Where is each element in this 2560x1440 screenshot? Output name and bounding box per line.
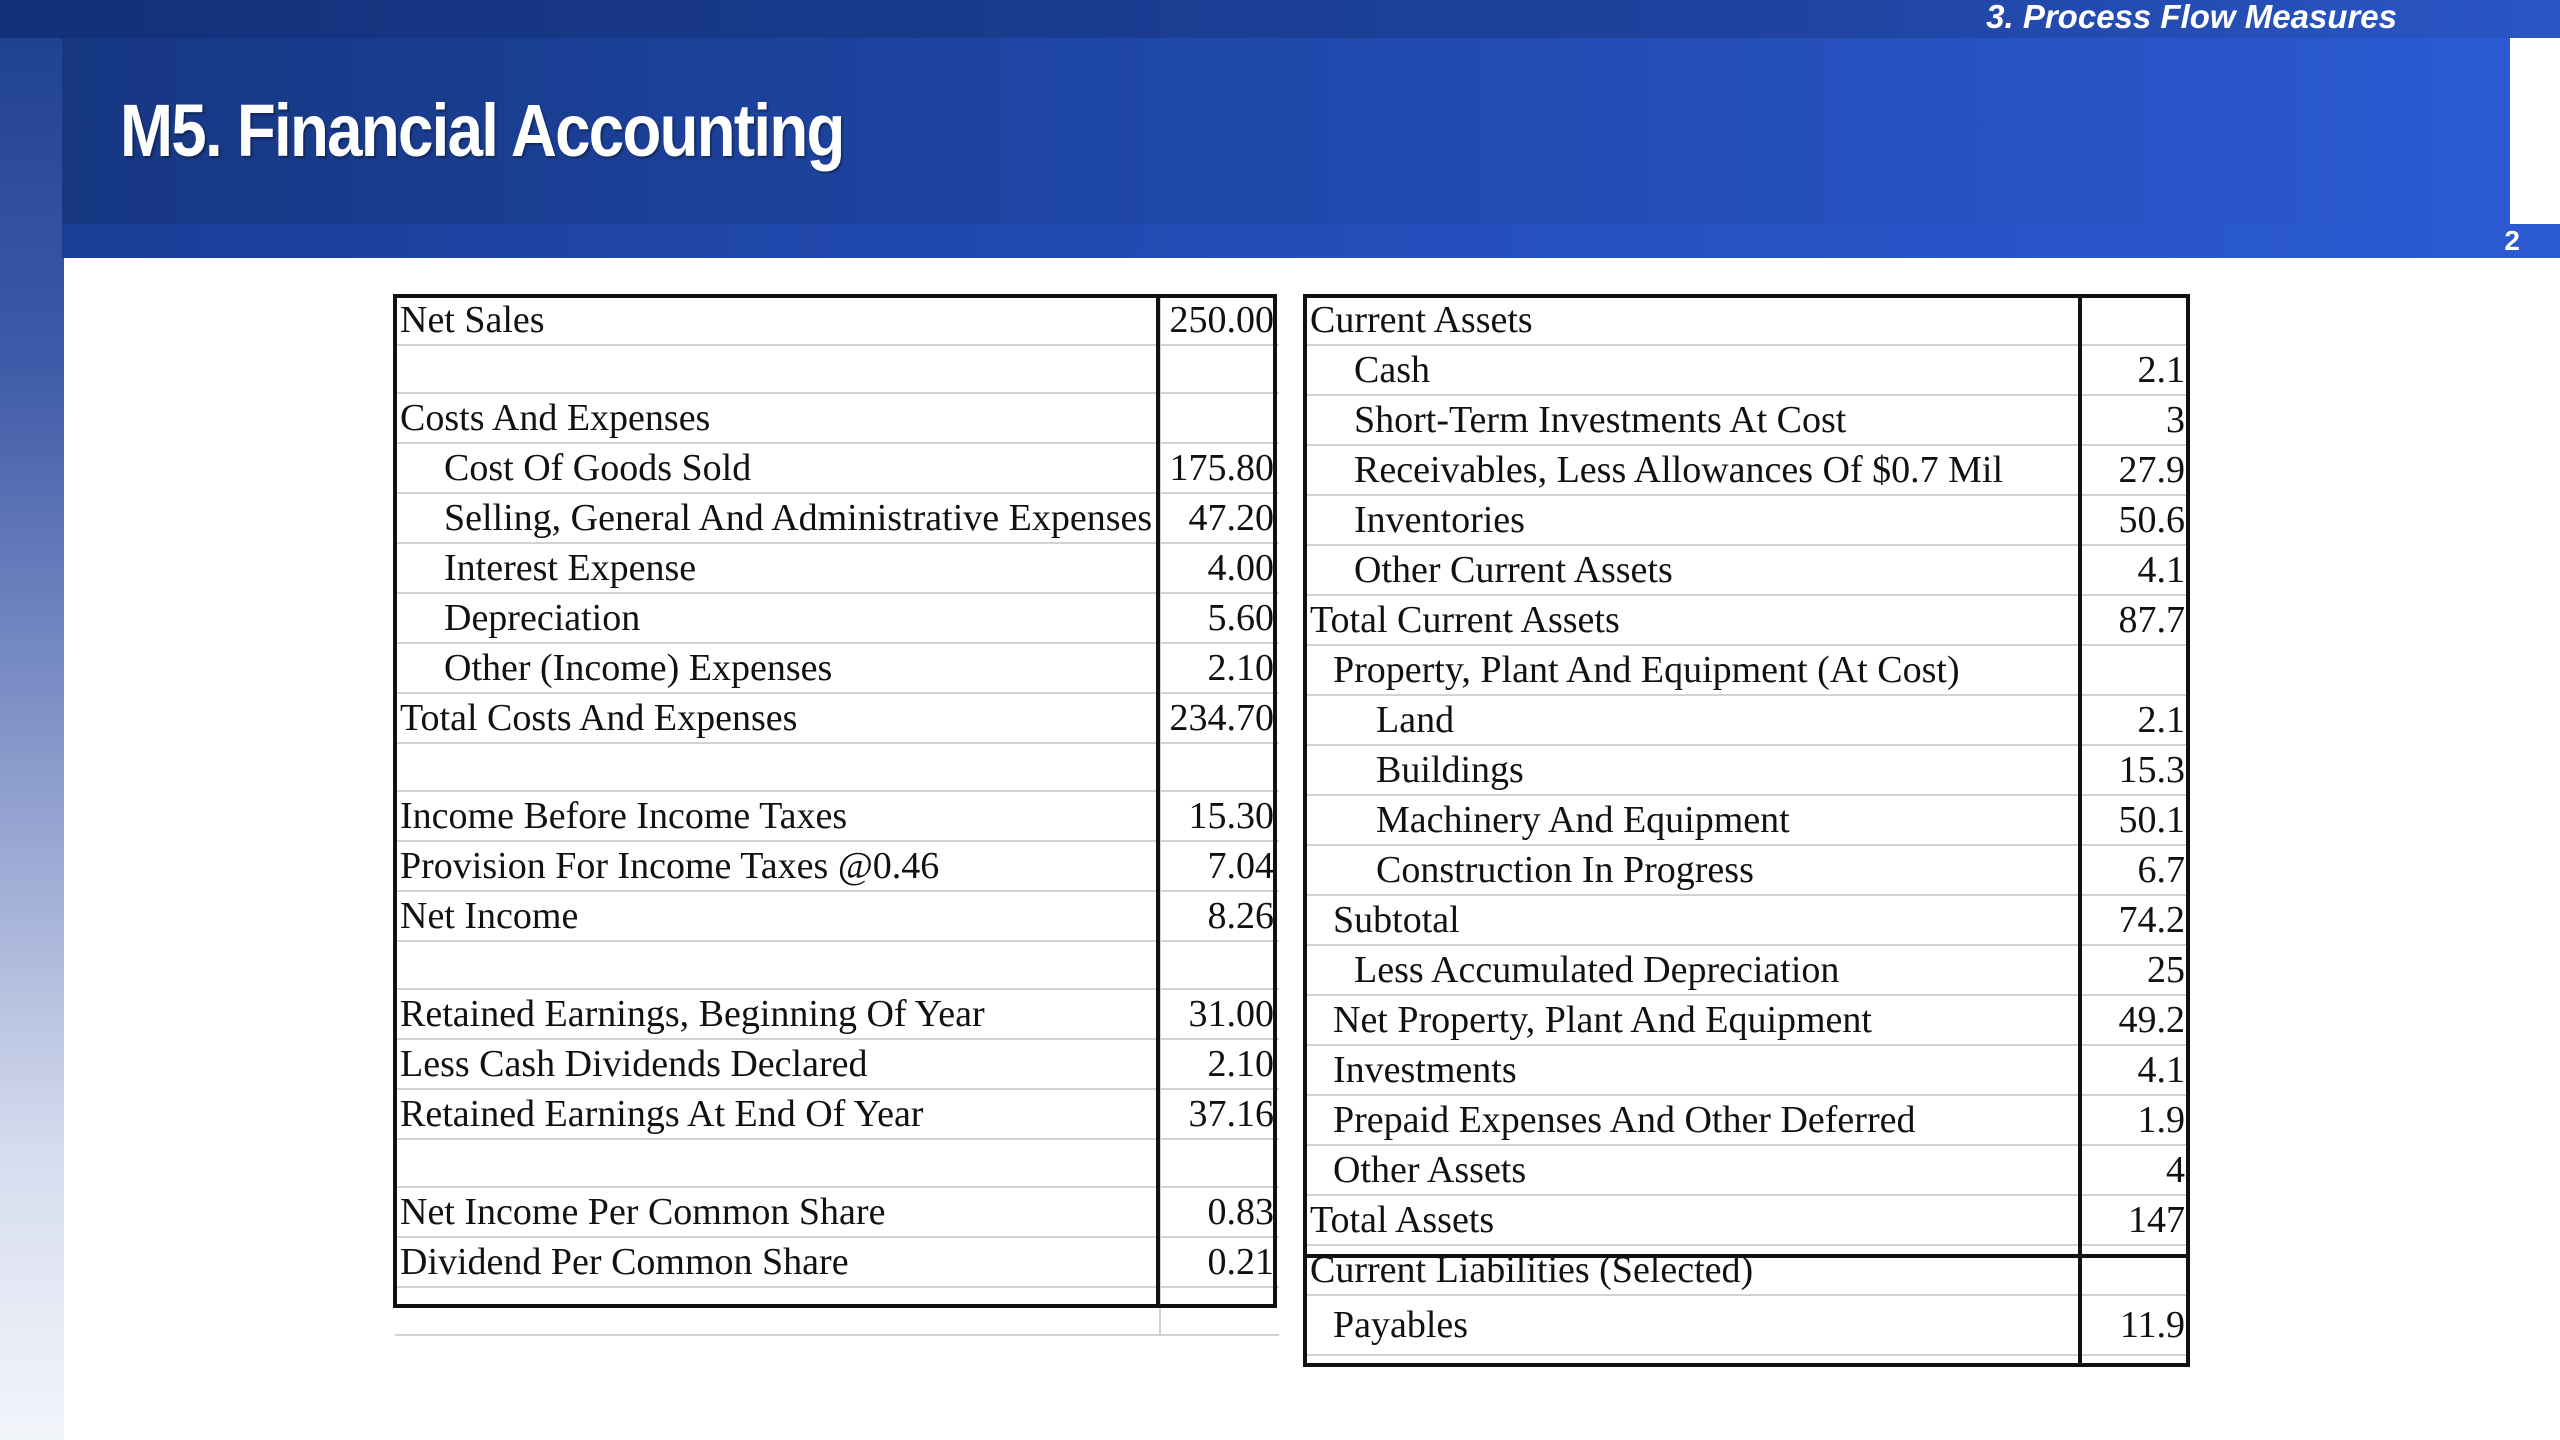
income-row	[395, 743, 1279, 791]
income-row-label	[395, 743, 1160, 791]
income-row-value: 250.00	[1160, 296, 1279, 345]
income-row-label: Net Sales	[395, 296, 1160, 345]
income-row	[395, 1039, 1279, 1089]
balance-row	[1305, 895, 2190, 945]
balance-row	[1305, 995, 2190, 1045]
income-row-value: 37.16	[1160, 1089, 1279, 1139]
balance-row-label: Less Accumulated Depreciation	[1305, 945, 2081, 995]
balance-row-label: Other Assets	[1305, 1145, 2081, 1195]
balance-row	[1305, 345, 2190, 395]
income-row	[395, 543, 1279, 593]
right-top-fill	[2510, 38, 2560, 224]
balance-row-value: 49.2	[2081, 995, 2190, 1045]
income-row	[395, 841, 1279, 891]
balance-row	[1305, 845, 2190, 895]
balance-row	[1305, 695, 2190, 745]
balance-row-label: Land	[1305, 695, 2081, 745]
balance-row-label: Prepaid Expenses And Other Deferred	[1305, 1095, 2081, 1145]
income-row	[395, 989, 1279, 1039]
balance-row-label: Buildings	[1305, 745, 2081, 795]
balance-row	[1305, 745, 2190, 795]
income-row-label: Retained Earnings At End Of Year	[395, 1089, 1160, 1139]
balance-row-label: Cash	[1305, 345, 2081, 395]
top-band	[0, 0, 2560, 38]
balance-row	[1305, 595, 2190, 645]
income-row-value: 0.83	[1160, 1187, 1279, 1237]
balance-row-label: Inventories	[1305, 495, 2081, 545]
balance-row	[1305, 495, 2190, 545]
income-row	[395, 643, 1279, 693]
income-row-label: Costs And Expenses	[395, 393, 1160, 443]
income-row	[395, 296, 1279, 345]
balance-row	[1305, 1145, 2190, 1195]
balance-row-value: 1.9	[2081, 1095, 2190, 1145]
balance-row-value	[2081, 1245, 2190, 1295]
income-row	[395, 1139, 1279, 1187]
balance-row-value: 6.7	[2081, 845, 2190, 895]
income-row	[395, 791, 1279, 841]
balance-row	[1305, 795, 2190, 845]
balance-row	[1305, 1195, 2190, 1245]
income-row	[395, 443, 1279, 493]
income-row	[395, 941, 1279, 989]
income-row-label: Interest Expense	[395, 543, 1160, 593]
income-row-label	[395, 1139, 1160, 1187]
income-row	[395, 493, 1279, 543]
balance-row	[1305, 1095, 2190, 1145]
income-row-value: 2.10	[1160, 1039, 1279, 1089]
balance-row-value	[2081, 296, 2190, 345]
income-row-value	[1160, 345, 1279, 393]
section-label: 3. Process Flow Measures	[1986, 0, 2397, 35]
income-row-label: Net Income Per Common Share	[395, 1187, 1160, 1237]
income-row	[395, 693, 1279, 743]
income-row	[395, 1237, 1279, 1287]
balance-row-label: Total Current Assets	[1305, 595, 2081, 645]
left-gradient-strip	[0, 0, 64, 1440]
balance-row-value: 87.7	[2081, 595, 2190, 645]
slide-title: M5. Financial Accounting	[120, 89, 844, 172]
balance-row	[1305, 1295, 2190, 1355]
balance-row	[1305, 1245, 2190, 1295]
balance-row-value: 4.1	[2081, 1045, 2190, 1095]
balance-row-value: 4.1	[2081, 545, 2190, 595]
balance-row-value: 11.9	[2081, 1295, 2190, 1355]
income-row-label: Other (Income) Expenses	[395, 643, 1160, 693]
income-row-label: Total Costs And Expenses	[395, 693, 1160, 743]
income-row-value: 5.60	[1160, 593, 1279, 643]
income-row-value: 15.30	[1160, 791, 1279, 841]
balance-row-label: Property, Plant And Equipment (At Cost)	[1305, 645, 2081, 695]
income-row-label: Cost Of Goods Sold	[395, 443, 1160, 493]
income-statement-table	[395, 296, 1279, 1336]
income-row-label: Net Income	[395, 891, 1160, 941]
income-row	[395, 891, 1279, 941]
balance-row-value: 3	[2081, 395, 2190, 445]
balance-row-value: 15.3	[2081, 745, 2190, 795]
balance-row-label: Net Property, Plant And Equipment	[1305, 995, 2081, 1045]
income-row	[395, 1187, 1279, 1237]
income-row-value: 31.00	[1160, 989, 1279, 1039]
balance-row-value: 147	[2081, 1195, 2190, 1245]
balance-row-label: Total Assets	[1305, 1195, 2081, 1245]
balance-row-label: Current Assets	[1305, 296, 2081, 345]
balance-row	[1305, 1045, 2190, 1095]
income-row-label: Depreciation	[395, 593, 1160, 643]
balance-row-label: Payables	[1305, 1295, 2081, 1355]
income-row-value: 2.10	[1160, 643, 1279, 693]
income-row-value	[1160, 1139, 1279, 1187]
balance-row	[1305, 395, 2190, 445]
income-row-value	[1160, 393, 1279, 443]
balance-row-value: 2.1	[2081, 345, 2190, 395]
balance-row	[1305, 945, 2190, 995]
balance-row-value: 27.9	[2081, 445, 2190, 495]
page-number: 2	[2504, 225, 2520, 256]
balance-row-label: Receivables, Less Allowances Of $0.7 Mil	[1305, 445, 2081, 495]
income-row	[395, 1089, 1279, 1139]
balance-row-label: Investments	[1305, 1045, 2081, 1095]
income-row	[395, 393, 1279, 443]
income-row-label	[395, 941, 1160, 989]
income-row-value: 47.20	[1160, 493, 1279, 543]
income-row-label	[395, 345, 1160, 393]
balance-row-label: Machinery And Equipment	[1305, 795, 2081, 845]
income-row-value: 234.70	[1160, 693, 1279, 743]
income-row	[395, 345, 1279, 393]
income-row-label: Retained Earnings, Beginning Of Year	[395, 989, 1160, 1039]
income-row	[395, 593, 1279, 643]
balance-row	[1305, 545, 2190, 595]
balance-row-value: 25	[2081, 945, 2190, 995]
balance-row-value: 50.6	[2081, 495, 2190, 545]
balance-row-label: Other Current Assets	[1305, 545, 2081, 595]
balance-row-value: 50.1	[2081, 795, 2190, 845]
balance-row-label: Subtotal	[1305, 895, 2081, 945]
income-row-label: Selling, General And Administrative Expenses	[395, 493, 1160, 543]
income-row-label	[395, 1287, 1160, 1335]
income-row-value: 8.26	[1160, 891, 1279, 941]
balance-row-value	[2081, 645, 2190, 695]
income-row	[395, 1287, 1279, 1335]
income-row-label: Income Before Income Taxes	[395, 791, 1160, 841]
income-row-value: 0.21	[1160, 1237, 1279, 1287]
balance-row-label: Construction In Progress	[1305, 845, 2081, 895]
income-row-label: Dividend Per Common Share	[395, 1237, 1160, 1287]
income-row-value: 4.00	[1160, 543, 1279, 593]
balance-row-value: 2.1	[2081, 695, 2190, 745]
income-row-label: Provision For Income Taxes @0.46	[395, 841, 1160, 891]
balance-row	[1305, 296, 2190, 345]
balance-row-label: Current Liabilities (Selected)	[1305, 1245, 2081, 1295]
income-row-label: Less Cash Dividends Declared	[395, 1039, 1160, 1089]
balance-row-value: 74.2	[2081, 895, 2190, 945]
balance-row-value: 4	[2081, 1145, 2190, 1195]
income-row-value: 175.80	[1160, 443, 1279, 493]
balance-sheet-table	[1305, 296, 2190, 1356]
header-strip	[62, 224, 2560, 258]
income-row-value	[1160, 941, 1279, 989]
balance-row	[1305, 645, 2190, 695]
balance-row-label: Short-Term Investments At Cost	[1305, 395, 2081, 445]
income-row-value	[1160, 743, 1279, 791]
income-row-value: 7.04	[1160, 841, 1279, 891]
balance-row	[1305, 445, 2190, 495]
title-panel	[62, 38, 2510, 224]
income-row-value	[1160, 1287, 1279, 1335]
